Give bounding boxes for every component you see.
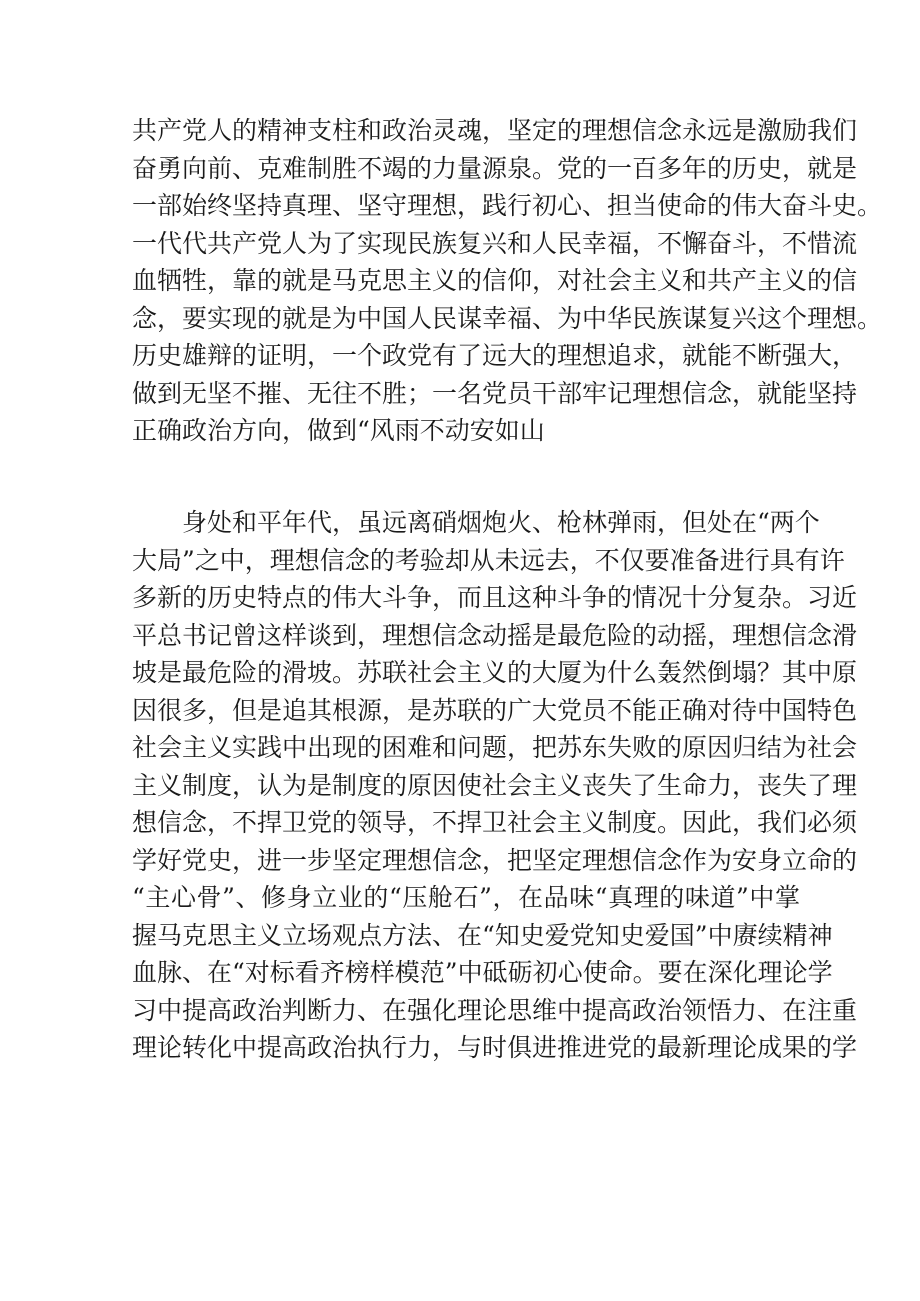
text-line: 社会主义实践中出现的困难和问题，把苏东失败的原因归结为社会 <box>132 733 858 762</box>
paragraph-2 <box>132 504 858 1067</box>
text-line: 主义制度，认为是制度的原因使社会主义丧失了生命力，丧失了理 <box>132 770 858 800</box>
text-line: 理论转化中提高政治执行力，与时俱进推进党的最新理论成果的学 <box>132 1033 858 1062</box>
text-line: 坡是最危险的滑坡。苏联社会主义的大厦为什么轰然倒塌？其中原 <box>132 658 858 687</box>
text-line: 身处和平年代，虽远离硝烟炮火、枪林弹雨，但处在“两个 <box>182 508 820 537</box>
text-line: 血脉、在“对标看齐榜样模范”中砥砺初心使命。要在深化理论学 <box>132 958 833 987</box>
text-line: 共产党人的精神支柱和政治灵魂，坚定的理想信念永远是激励我们 <box>132 116 858 145</box>
text-line: 奋勇向前、克难制胜不竭的力量源泉。党的一百多年的历史，就是 <box>132 153 858 183</box>
text-line: 想信念，不捍卫党的领导，不捍卫社会主义制度。因此，我们必须 <box>132 808 858 837</box>
text-line: 多新的历史特点的伟大斗争，而且这种斗争的情况十分复杂。习近 <box>132 583 858 612</box>
text-line: 平总书记曾这样谈到，理想信念动摇是最危险的动摇，理想信念滑 <box>132 620 858 650</box>
text-line: 一代代共产党人为了实现民族复兴和人民幸福，不懈奋斗，不惜流 <box>132 228 858 258</box>
text-line: 大局”之中，理想信念的考验却从未远去，不仅要准备进行具有许 <box>132 545 845 575</box>
text-line: “主心骨”、修身立业的“压舱石”，在品味“真理的味道”中掌 <box>132 883 800 912</box>
text-line: 因很多，但是追其根源，是苏联的广大党员不能正确对待中国特色 <box>132 695 858 725</box>
text-line: 正确政治方向，做到“风雨不动安如山 <box>132 416 545 445</box>
text-line: 念，要实现的就是为中国人民谋幸福、为中华民族谋复兴这个理想。 <box>132 303 883 333</box>
text-line: 历史雄辩的证明，一个政党有了远大的理想追求，就能不断强大， <box>132 341 858 370</box>
text-line: 握马克思主义立场观点方法、在“知史爱党知史爱国”中赓续精神 <box>132 920 833 950</box>
paragraph-1 <box>132 112 883 450</box>
text-line: 一部始终坚持真理、坚守理想，践行初心、担当使命的伟大奋斗史。 <box>132 191 883 220</box>
text-line: 做到无坚不摧、无往不胜；一名党员干部牢记理想信念，就能坚持 <box>132 378 858 408</box>
text-line: 血牺牲，靠的就是马克思主义的信仰，对社会主义和共产主义的信 <box>132 266 858 295</box>
text-line: 学好党史，进一步坚定理想信念，把坚定理想信念作为安身立命的 <box>132 845 858 875</box>
text-line: 习中提高政治判断力、在强化理论思维中提高政治领悟力、在注重 <box>132 995 858 1025</box>
